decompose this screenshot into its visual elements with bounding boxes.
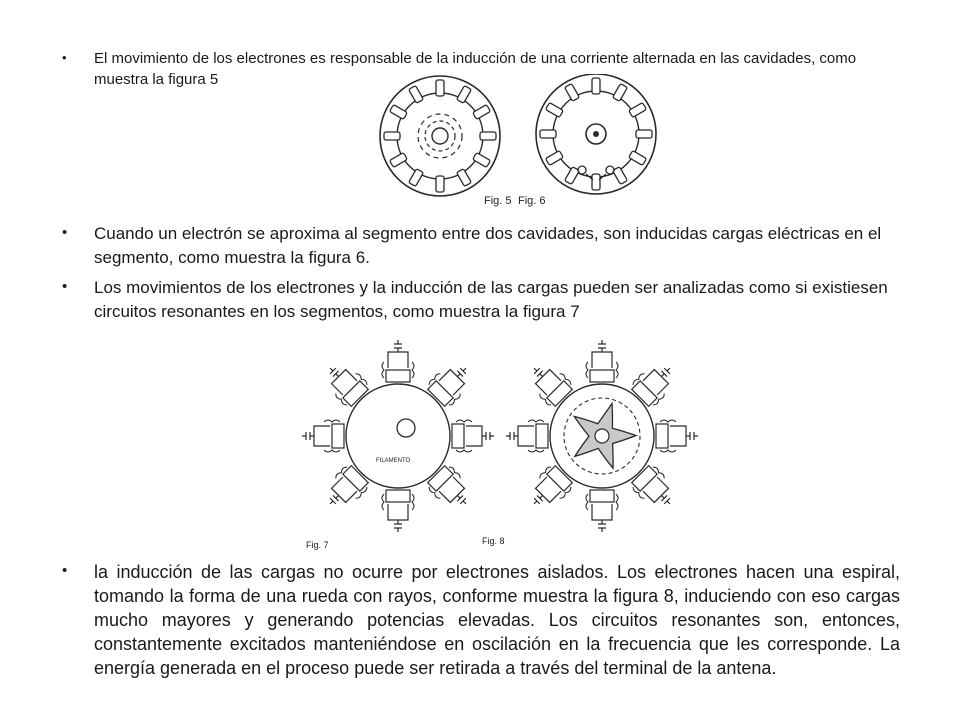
figure-7-8	[298, 334, 716, 556]
inductor-loop	[592, 352, 612, 368]
cavity-slot	[384, 132, 400, 140]
cavity-slot	[457, 86, 472, 104]
resonant-segment	[382, 340, 414, 382]
segment-block	[656, 424, 668, 448]
resonant-segment	[629, 463, 681, 515]
cavity-slot	[565, 84, 580, 102]
inductor-loop	[670, 426, 686, 446]
inductor-loop	[388, 504, 408, 520]
cavity-slot	[409, 169, 424, 187]
fig6-label: Fig. 6	[518, 195, 546, 207]
capacitor-symbol	[659, 365, 673, 379]
capacitor-symbol	[394, 340, 402, 352]
capacitor-symbol	[659, 493, 673, 507]
capacitor-symbol	[394, 520, 402, 532]
segment-block	[590, 490, 614, 502]
resonant-segment	[425, 463, 477, 515]
inductor-loop	[388, 352, 408, 368]
segment-block	[536, 424, 548, 448]
resonant-segment	[319, 357, 371, 409]
inductor-loop	[466, 426, 482, 446]
resonant-segment	[452, 420, 494, 452]
cavity-slot	[390, 153, 408, 168]
segment-block	[343, 381, 368, 406]
resonant-segment	[425, 357, 477, 409]
cavity-slot	[592, 174, 600, 190]
resonant-segment	[382, 490, 414, 532]
segment-block	[632, 381, 657, 406]
inductor-loop	[314, 426, 330, 446]
segment-block	[386, 490, 410, 502]
fig8-label: Fig. 8	[482, 536, 505, 546]
paragraph-3: Los movimientos de los electrones y la inducción de las cargas pueden ser analizadas como si existiesen circuitos resonantes en los segmentos, como muestra la figura 7	[94, 278, 888, 321]
paragraph-4: la inducción de las cargas no ocurre por electrones aislados. Los electrones hacen una espiral, tomando la forma de una rueda con rayos, conforme muestra la figura 8, induciendo con eso cargas mucho mayores y generando potencias elevadas. Los circuitos resonantes son, entonces, constantemente excitados manteniéndose en oscilación en la frecuencia que les corresponde. La energía generada en el proceso puede ser retirada a través del terminal de la antena.	[94, 562, 900, 678]
capacitor-symbol	[327, 365, 341, 379]
capacitor-symbol	[455, 365, 469, 379]
figure-8-circuit	[506, 340, 698, 532]
paragraph-1: El movimiento de los electrones es responsable de la inducción de una corriente alternada en las cavidades, como muestra la figura 5	[94, 50, 857, 88]
fig7-label: Fig. 7	[306, 540, 329, 550]
filamento-label: FILAMENTO	[376, 458, 411, 464]
cavity-slot	[436, 176, 444, 192]
cavity-slot	[540, 130, 556, 138]
resonant-segment	[629, 357, 681, 409]
segment-block	[343, 466, 368, 491]
capacitor-symbol	[327, 493, 341, 507]
capacitor-symbol	[531, 365, 545, 379]
capacitor-symbol	[482, 432, 494, 440]
capacitor-symbol	[598, 340, 606, 352]
cavity-slot	[473, 153, 491, 168]
segment-block	[428, 381, 453, 406]
cavity-slot	[390, 105, 408, 120]
resonant-segment	[523, 357, 575, 409]
cavity-slot	[636, 130, 652, 138]
cavity-slot	[629, 103, 647, 118]
cavity-slot	[457, 169, 472, 187]
figure-7-circuit	[302, 340, 494, 532]
figure-5-6	[368, 74, 668, 212]
inductor-loop	[592, 504, 612, 520]
cavity-slot	[613, 167, 628, 185]
cavity-slot	[629, 151, 647, 166]
paragraph-2: Cuando un electrón se aproxima al segmento entre dos cavidades, son inducidas cargas eléctricas en el segmento, como muestra la figura 6.	[94, 224, 882, 267]
resonant-segment	[586, 490, 618, 532]
figure-5-magnetron	[380, 76, 500, 196]
segment-block	[452, 424, 464, 448]
segment-block	[547, 466, 572, 491]
capacitor-symbol	[598, 520, 606, 532]
capacitor-symbol	[506, 432, 518, 440]
resonant-segment	[586, 340, 618, 382]
resonant-segment	[319, 463, 371, 515]
cavity-slot	[473, 105, 491, 120]
bullet-marker: •	[62, 278, 68, 295]
segment-block	[590, 370, 614, 382]
bullet-marker: •	[62, 50, 67, 65]
cavity-slot	[546, 103, 564, 118]
cavity-slot	[409, 86, 424, 104]
bullet-marker: •	[62, 224, 68, 241]
resonant-segment	[506, 420, 548, 452]
capacitor-symbol	[302, 432, 314, 440]
capacitor-symbol	[531, 493, 545, 507]
segment-block	[428, 466, 453, 491]
segment-block	[386, 370, 410, 382]
segment-block	[547, 381, 572, 406]
resonant-segment	[656, 420, 698, 452]
resonant-segment	[302, 420, 344, 452]
segment-block	[332, 424, 344, 448]
capacitor-symbol	[686, 432, 698, 440]
cavity-slot	[592, 78, 600, 94]
cavity-slot	[565, 167, 580, 185]
cavity-slot	[613, 84, 628, 102]
cavity-slot	[546, 151, 564, 166]
bullet-marker: •	[62, 562, 68, 579]
inductor-loop	[518, 426, 534, 446]
segment-block	[632, 466, 657, 491]
resonant-segment	[523, 463, 575, 515]
figure-6-magnetron	[536, 74, 656, 194]
cavity-slot	[436, 80, 444, 96]
fig5-label: Fig. 5	[484, 195, 512, 207]
cavity-slot	[480, 132, 496, 140]
capacitor-symbol	[455, 493, 469, 507]
